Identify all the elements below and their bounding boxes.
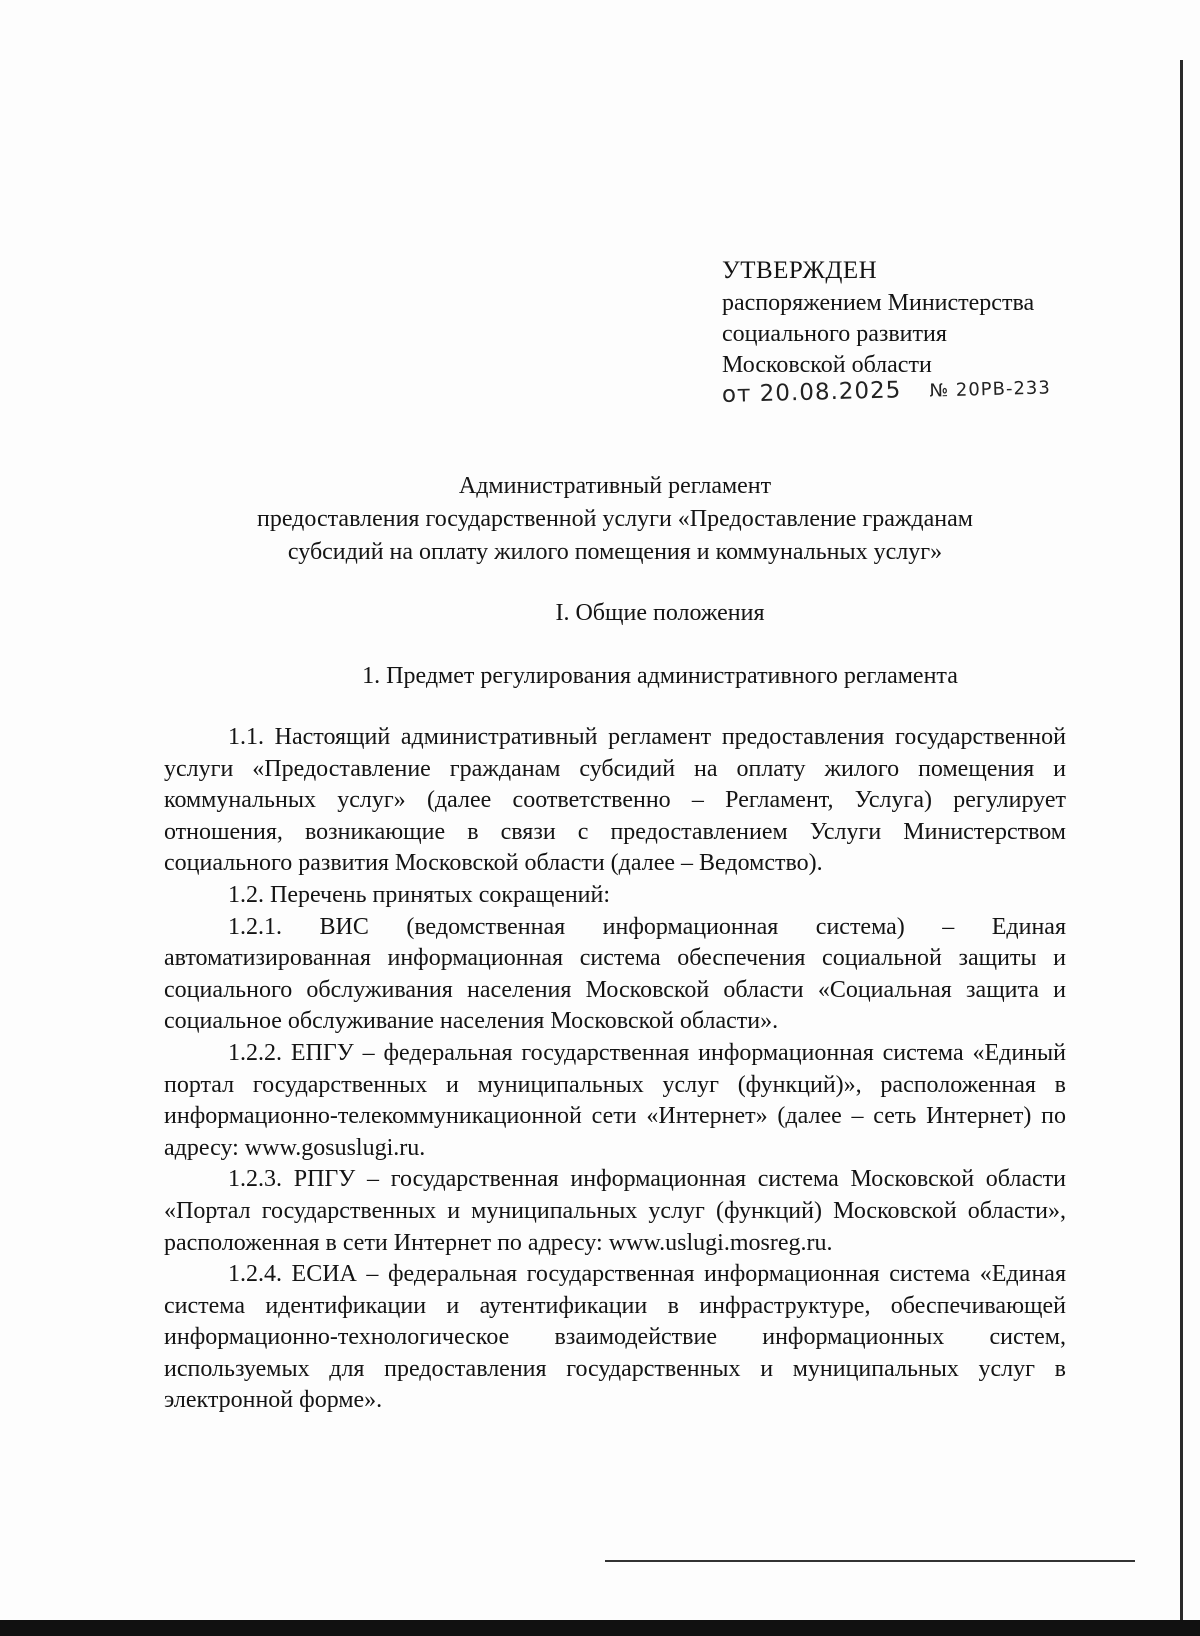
paragraph-1-2-2: 1.2.2. ЕПГУ – федеральная государственная информационная система «Единый портал государственных и муниципальных услуг (функций)», расположенная в информационно-телекоммуникационной сети «Интернет» (далее – сеть Интернет) по адресу: www.gosuslugi.ru.	[164, 1039, 1066, 1161]
handwritten-number: № 20РВ-233	[929, 377, 1052, 402]
title-line-3: субсидий на оплату жилого помещения и коммунальных услуг»	[287, 539, 943, 565]
paragraph-1-2: 1.2. Перечень принятых сокращений:	[228, 881, 611, 908]
approval-line-1: распоряжением Министерства	[722, 290, 1035, 316]
approval-line-2: социального развития	[722, 321, 947, 347]
handwritten-date: от 20.08.2025	[721, 377, 902, 408]
title-line-1: Административный регламент	[458, 473, 772, 499]
approval-heading: УТВЕРЖДЕН	[722, 257, 878, 284]
document-title	[160, 470, 1070, 569]
scan-bottom-edge	[0, 1620, 1200, 1636]
paragraph-1-2-3: 1.2.3. РПГУ – государственная информационная система Московской области «Портал государственных и муниципальных услуг (функций) Московской области», расположенная в сети Интернет по адресу: www.uslugi.mosreg.ru.	[164, 1166, 1066, 1256]
approval-line-3: Московской области	[722, 352, 932, 378]
scan-right-edge	[1180, 60, 1183, 1636]
document-body	[164, 722, 1066, 1417]
title-line-2: предоставления государственной услуги «Предоставление гражданам	[257, 506, 973, 532]
subsection-heading: 1. Предмет регулирования административного регламента	[362, 663, 958, 689]
paragraph-1-2-4: 1.2.4. ЕСИА – федеральная государственная информационная система «Единая система идентификации и аутентификации в инфраструктуре, обеспечивающей информационно-технологическое взаимодействие информационных систем, используемых для предоставления государственных и муниципальных услуг в электронной форме».	[164, 1261, 1066, 1414]
approval-stamp-block	[722, 255, 1051, 412]
section-heading: I. Общие положения	[555, 600, 765, 626]
paragraph-1-1: 1.1. Настоящий административный регламент предоставления государственной услуги «Предоставление гражданам субсидий на оплату жилого помещения и коммунальных услуг» (далее соответственно – Регламент, Услуга) регулирует отношения, возникающие в связи с предоставлением Услуги Министерством социального развития Московской области (далее – Ведомство).	[164, 724, 1066, 877]
paragraph-1-2-1: 1.2.1. ВИС (ведомственная информационная система) – Единая автоматизированная информационная система обеспечения социальной защиты и социального обслуживания населения Московской области «Социальная защита и социальное обслуживание населения Московской области».	[164, 913, 1066, 1035]
footnote-rule	[605, 1560, 1135, 1562]
